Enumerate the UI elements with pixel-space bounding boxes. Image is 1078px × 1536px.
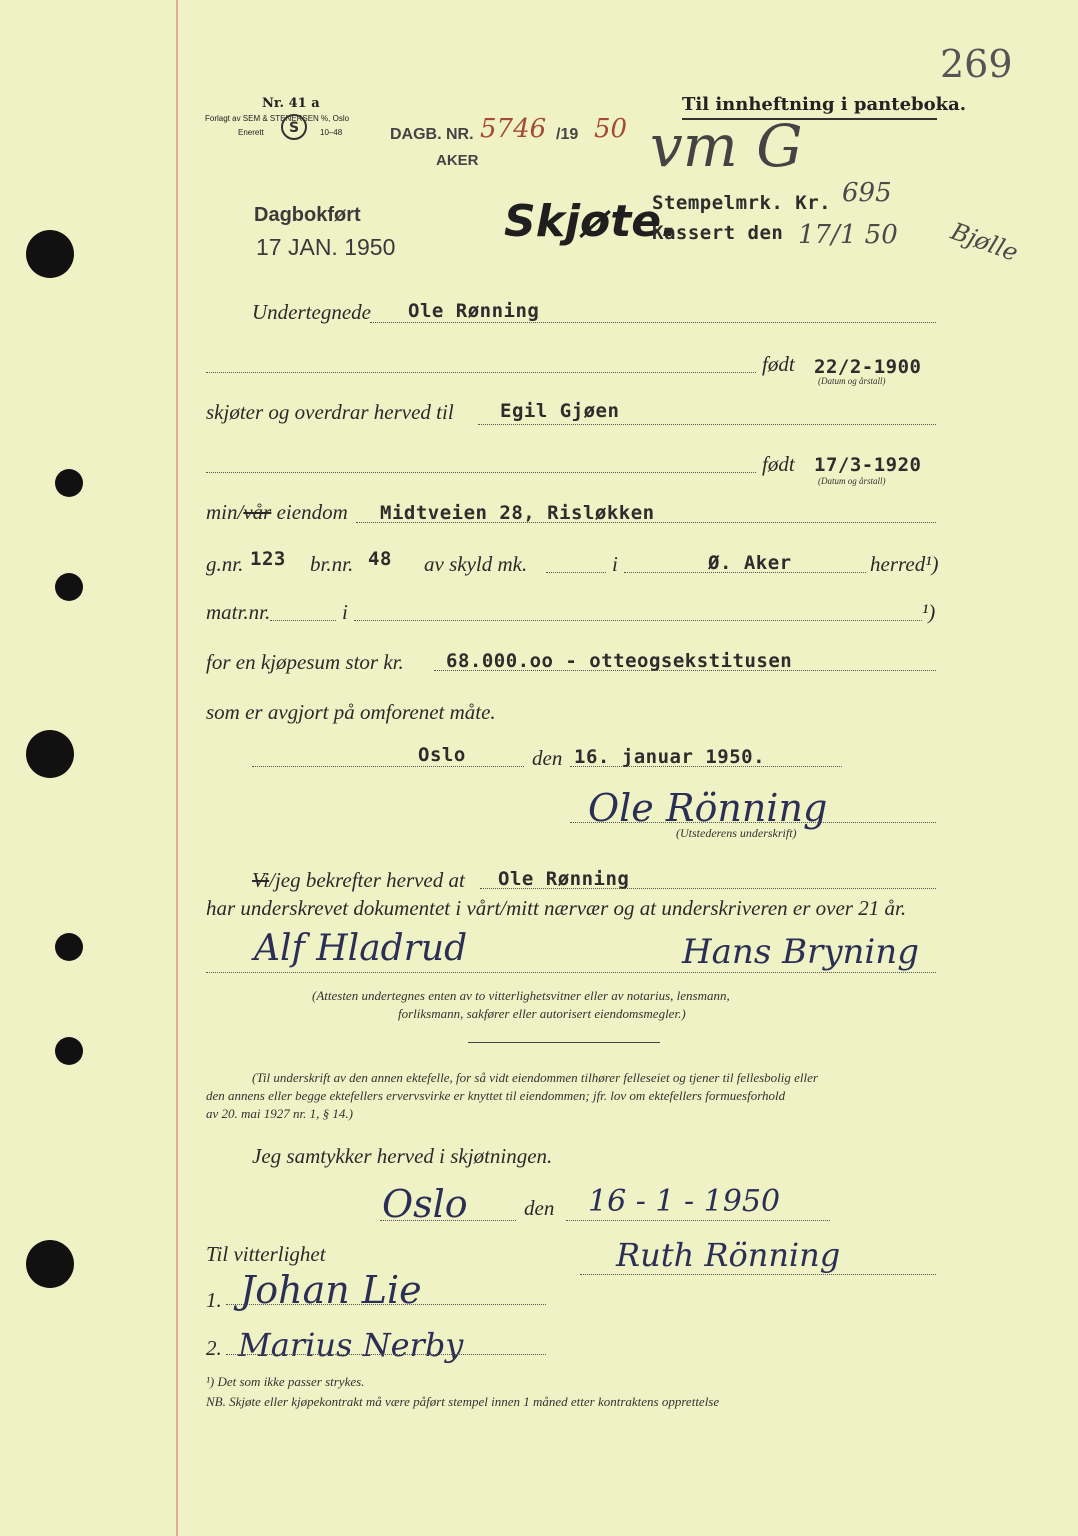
stempel-value: 695 — [842, 178, 892, 208]
dotted-line — [380, 1220, 516, 1221]
buyer-born: 17/3-1920 — [814, 454, 922, 476]
consent-place: Oslo — [382, 1182, 468, 1226]
header-title: Til innheftning i panteboka. — [682, 94, 967, 115]
consent-text: Jeg samtykker herved i skjøtningen. — [252, 1144, 553, 1168]
margin-line — [176, 0, 178, 1536]
form-number: Nr. 41 a — [262, 96, 320, 111]
date: 16. januar 1950. — [574, 746, 766, 768]
brnr-label: br.nr. — [310, 552, 354, 576]
aker-stamp: AKER — [436, 152, 479, 169]
dotted-line — [434, 670, 936, 671]
dagbokfort-date: 17 JAN. 1950 — [256, 234, 396, 260]
spouse-signature: Ruth Rönning — [616, 1236, 841, 1274]
settled-text: som er avgjort på omforenet måte. — [206, 700, 496, 724]
i-label: i — [612, 552, 618, 576]
kassert-value: 17/1 50 — [798, 220, 898, 250]
signer-caption: (Utstederens underskrift) — [676, 826, 797, 840]
footnote: ¹) Det som ikke passer strykes. — [206, 1374, 365, 1389]
punch-hole — [26, 230, 74, 278]
confirm-label: Vi/jeg bekrefter herved at — [252, 868, 465, 892]
spouse-note: av 20. mai 1927 nr. 1, § 14.) — [206, 1106, 353, 1121]
publisher-enerett: Enerett — [238, 128, 264, 137]
consent-den: den — [524, 1196, 555, 1220]
witness-2-signature: Marius Nerby — [238, 1326, 464, 1364]
dotted-line — [226, 1304, 546, 1305]
fodt-label: født — [762, 452, 795, 476]
dotted-line — [206, 472, 756, 473]
dotted-line — [546, 572, 606, 573]
dagb-year-value: 50 — [594, 114, 628, 144]
attest-note: (Attesten undertegnes enten av to vitterlighetsvitner eller av notarius, lensmann, — [312, 988, 730, 1003]
seller-signature: Ole Rönning — [588, 786, 828, 830]
transfer-label: skjøter og overdrar herved til — [206, 400, 454, 424]
den-label: den — [532, 746, 563, 770]
place: Oslo — [418, 744, 466, 766]
punch-hole — [55, 469, 83, 497]
brnr-value: 48 — [368, 548, 392, 570]
punch-hole — [55, 933, 83, 961]
herred-value: Ø. Aker — [708, 552, 792, 574]
seller-born: 22/2-1900 — [814, 356, 922, 378]
witness-2-number: 2. — [206, 1336, 222, 1360]
dotted-line — [354, 620, 922, 621]
witness-label: Til vitterlighet — [206, 1242, 326, 1266]
dagb-nr-value: 5746 — [480, 114, 547, 144]
dagb-nr-label: DAGB. NR. — [390, 126, 474, 143]
dagb-year-prefix: /19 — [556, 126, 579, 143]
spouse-note: den annens eller begge ektefellers ervervsvirke er knyttet til eiendommen; jfr. lov om ektefellers formuesforhold — [206, 1088, 786, 1103]
spouse-note: (Til underskrift av den annen ektefelle, for så vidt eiendommen tilhører felleseiet og tjener til fellesbolig eller — [252, 1070, 818, 1085]
dotted-line — [580, 1274, 936, 1275]
fodt-label: født — [762, 352, 795, 376]
dotted-line — [356, 522, 936, 523]
punch-hole — [26, 730, 74, 778]
attest-note: forliksmann, sakfører eller autorisert eiendomsmegler.) — [398, 1006, 686, 1021]
stempel-signature: Bjølle — [947, 217, 1022, 267]
dotted-line — [570, 766, 842, 767]
dotted-line — [570, 822, 936, 823]
dotted-line — [480, 888, 936, 889]
seller-name: Ole Rønning — [408, 300, 540, 322]
stempel-label: Stempelmrk. Kr. — [652, 192, 832, 214]
buyer-name: Egil Gjøen — [500, 400, 620, 422]
consent-date: 16 - 1 - 1950 — [588, 1184, 781, 1219]
dagbokfort-stamp: Dagbokført — [254, 204, 361, 226]
witness-1-number: 1. — [206, 1288, 222, 1312]
publisher-line: Forlagt av SEM & STENERSEN %, Oslo — [205, 114, 350, 123]
dotted-line — [478, 424, 936, 425]
matr-note: ¹) — [922, 600, 936, 624]
punch-hole — [55, 573, 83, 601]
witness-1-signature: Johan Lie — [240, 1268, 422, 1312]
publisher-code: 10–48 — [320, 128, 343, 137]
dotted-line — [252, 766, 524, 767]
price-value: 68.000.oo - otteogsekstitusen — [446, 650, 793, 672]
publisher-logo-icon — [279, 112, 309, 142]
witness-signature-1: Alf Hladrud — [254, 928, 468, 969]
punch-hole — [26, 1240, 74, 1288]
initials-signature: vm G — [650, 112, 803, 180]
gnr-label: g.nr. — [206, 552, 244, 576]
confirm-name: Ole Rønning — [498, 868, 630, 890]
page-number: 269 — [940, 42, 1013, 86]
skyld-label: av skyld mk. — [424, 552, 528, 576]
divider — [468, 1042, 660, 1043]
dotted-line — [270, 620, 336, 621]
undertegnede-label: Undertegnede — [252, 300, 371, 324]
document-title: Skjøte. — [504, 196, 678, 247]
dotted-line — [226, 1354, 546, 1355]
dotted-line — [566, 1220, 830, 1221]
footnote-nb: NB. Skjøte eller kjøpekontrakt må være påført stempel innen 1 måned etter kontraktens opprettelse — [206, 1394, 720, 1409]
herred-label: herred¹) — [870, 552, 939, 576]
confirm-line2: har underskrevet dokumentet i vårt/mitt nærvær og at underskriveren er over 21 år. — [206, 896, 907, 920]
punch-hole — [55, 1037, 83, 1065]
date-caption: (Datum og årstall) — [818, 376, 886, 386]
witness-signature-2: Hans Bryning — [682, 932, 919, 972]
dotted-line — [206, 372, 756, 373]
property-address: Midtveien 28, Risløkken — [380, 502, 655, 524]
svg-text:S: S — [288, 120, 300, 136]
matr-label: matr.nr. — [206, 600, 271, 624]
eiendom-label: min/vår eiendom — [206, 500, 348, 524]
dotted-line — [370, 322, 936, 323]
kassert-label: Kassert den — [652, 222, 784, 244]
dotted-line — [206, 972, 936, 973]
matr-i-label: i — [342, 600, 348, 624]
date-caption: (Datum og årstall) — [818, 476, 886, 486]
price-label: for en kjøpesum stor kr. — [206, 650, 404, 674]
gnr-value: 123 — [250, 548, 286, 570]
